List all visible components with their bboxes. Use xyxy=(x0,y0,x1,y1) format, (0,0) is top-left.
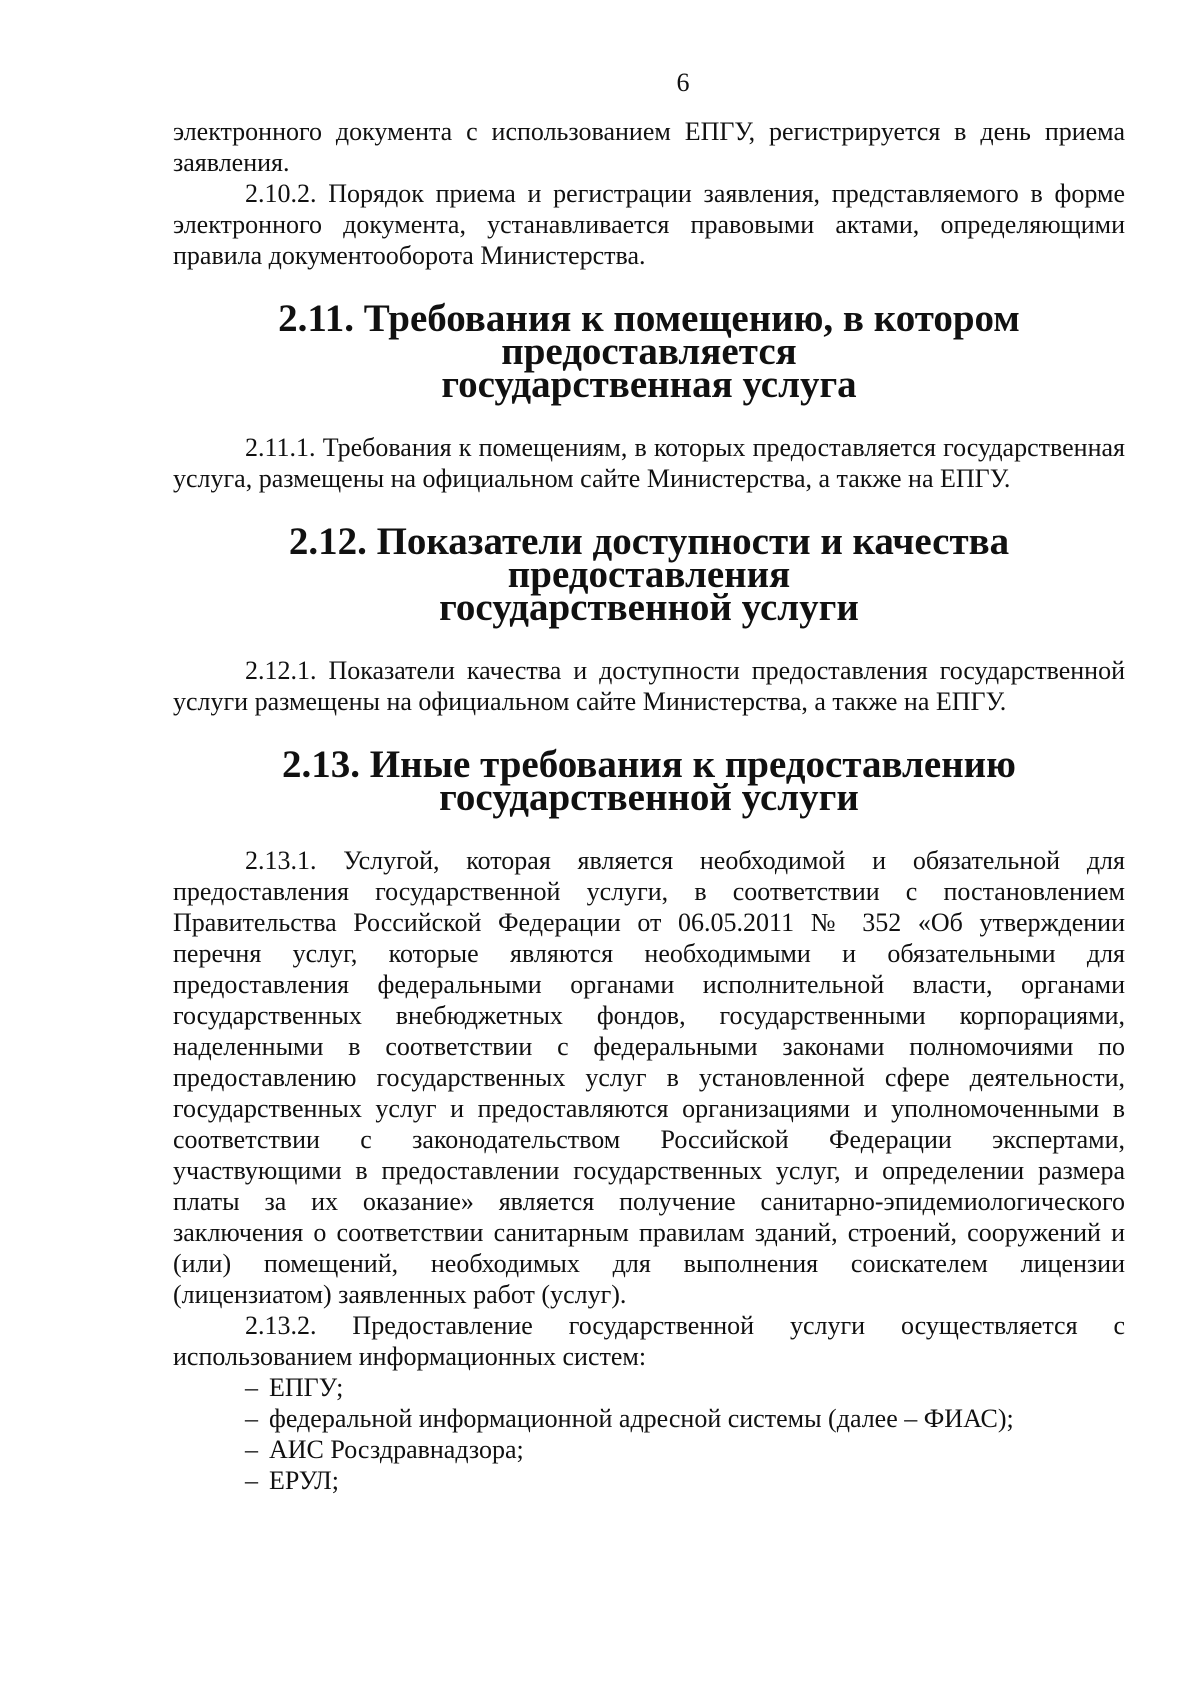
list-item-text: АИС Росздравнадзора; xyxy=(269,1435,524,1464)
document-body xyxy=(173,116,1125,1496)
list-item xyxy=(173,1403,1125,1434)
paragraph-2-11-1: 2.11.1. Требования к помещениям, в которых предоставляется государственная услуга, размещены на официальном сайте Министерства, а также на ЕПГУ. xyxy=(173,433,1125,493)
list-item xyxy=(173,1372,1125,1403)
dash-marker: – xyxy=(245,1404,258,1433)
paragraph-2-12-1: 2.12.1. Показатели качества и доступности предоставления государственной услуги размещены на официальном сайте Министерства, а также на ЕПГУ. xyxy=(173,656,1125,716)
dash-marker: – xyxy=(245,1435,258,1464)
heading-2-11 xyxy=(173,297,1125,406)
dash-marker: – xyxy=(245,1466,258,1495)
list-item xyxy=(173,1465,1125,1496)
list-item-text: ЕРУЛ; xyxy=(269,1466,340,1495)
page-number: 6 xyxy=(676,68,690,97)
list-item-text: ЕПГУ; xyxy=(269,1373,344,1402)
heading-2-13: 2.13. Иные требования к предоставлению государственной услуги xyxy=(282,743,1016,819)
list-item xyxy=(173,1434,1125,1465)
heading-2-12 xyxy=(173,520,1125,629)
information-systems-list xyxy=(173,1372,1125,1496)
paragraph-2-13-2: 2.13.2. Предоставление государственной услуги осуществляется с использованием информационных систем: xyxy=(173,1311,1125,1371)
dash-marker: – xyxy=(245,1373,258,1402)
heading-2-11-line2: государственная услуга xyxy=(441,363,857,406)
paragraph-2-13-1: 2.13.1. Услугой, которая является необходимой и обязательной для предоставления государственной услуги, в соответствии с постановлением Правительства Российской Федерации от 06.05.2011 № 352 «Об утверждении перечня услуг, которые являются необходимыми и обязательными для предоставления федеральными органами исполнительной власти, органами государственных внебюджетных фондов, государственными корпорациями, наделенными в соответствии с федеральными законами полномочиями по предоставлению государственных услуг в установленной сфере деятельности, государственных услуг и предоставляются организациями и уполномоченными в соответствии с законодательством Российской Федерации экспертами, участвующими в предоставлении государственных услуг, и определении размера платы за их оказание» является получение санитарно-эпидемиологического заключения о соответствии санитарным правилам зданий, строений, сооружений и (или) помещений, необходимых для выполнения соискателем лицензии (лицензиатом) заявленных работ (услуг). xyxy=(173,846,1125,1309)
list-item-text: федеральной информационной адресной системы (далее – ФИАС); xyxy=(269,1404,1014,1433)
heading-2-11-line1: 2.11. Требования к помещению, в котором предоставляется xyxy=(278,297,1020,373)
paragraph-continuation: электронного документа с использованием ЕПГУ, регистрируется в день приема заявления. xyxy=(173,117,1125,177)
heading-2-12-line2: государственной услуги xyxy=(439,586,859,629)
heading-2-12-line1: 2.12. Показатели доступности и качества предоставления xyxy=(288,520,1010,596)
paragraph-2-10-2: 2.10.2. Порядок приема и регистрации заявления, представляемого в форме электронного документа, устанавливается правовыми актами, определяющими правила документооборота Министерства. xyxy=(173,179,1125,270)
